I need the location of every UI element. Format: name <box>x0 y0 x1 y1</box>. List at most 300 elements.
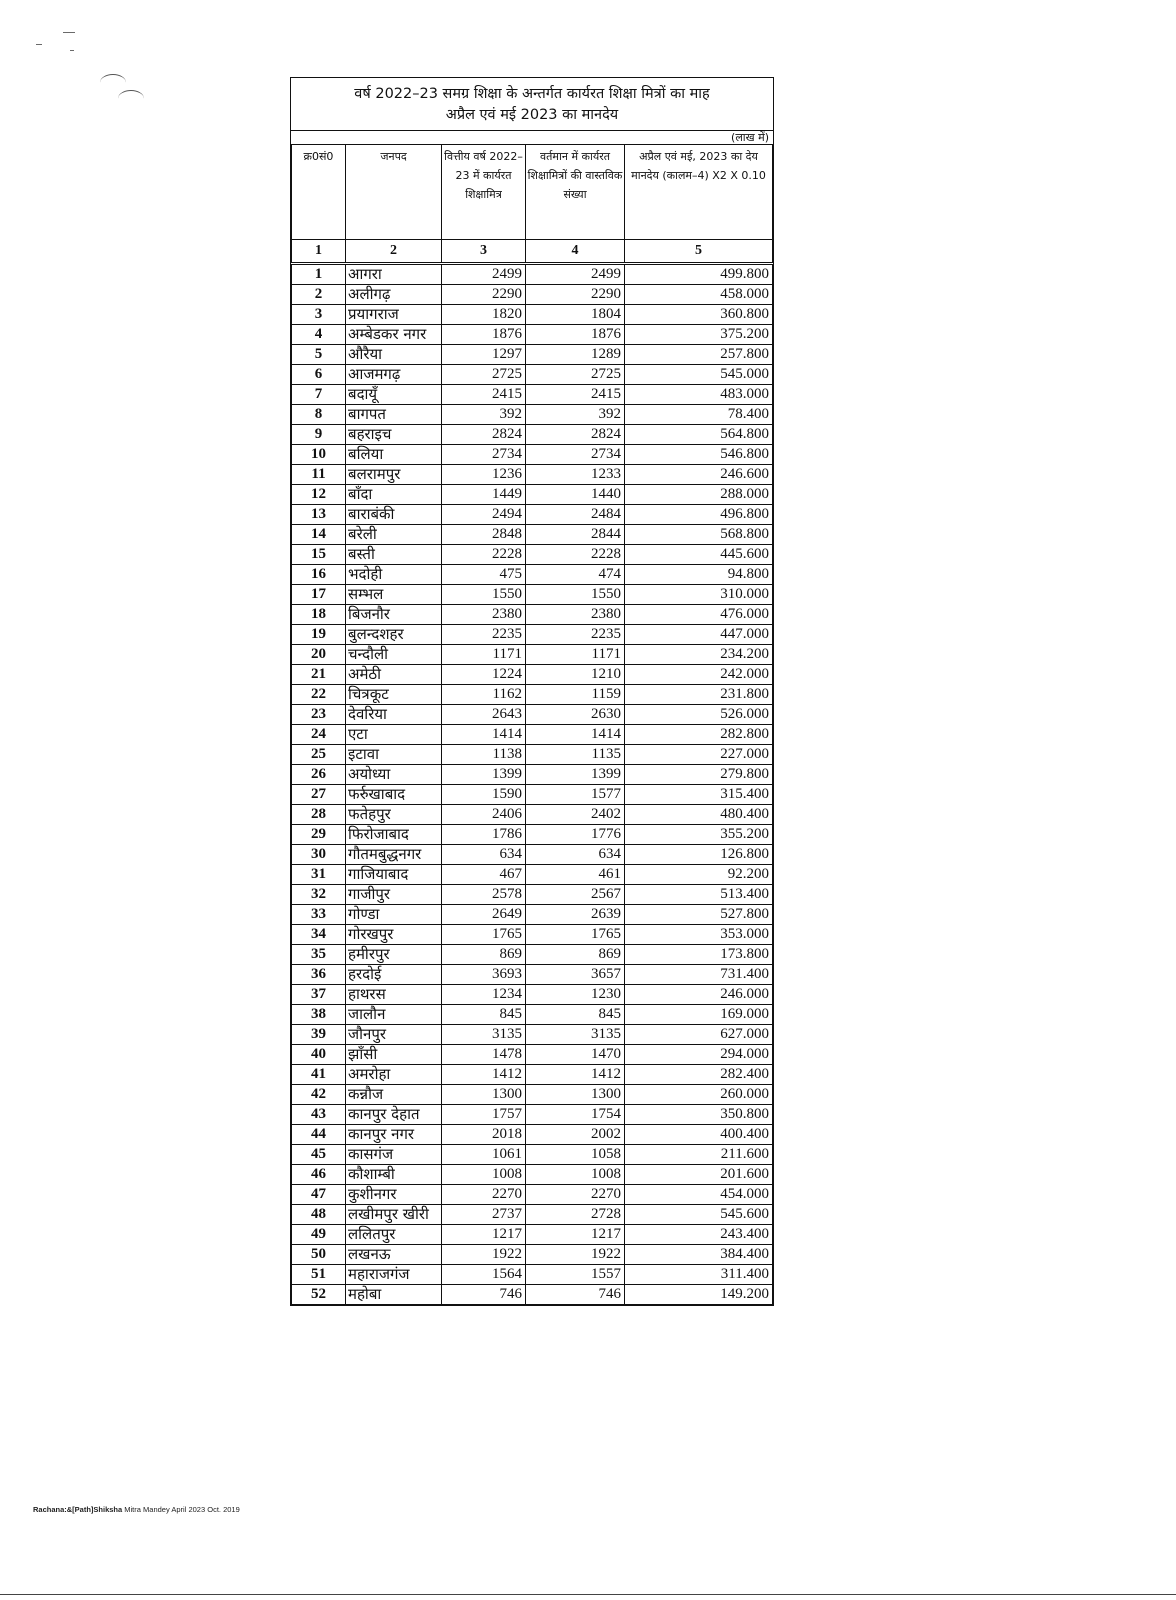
table-row <box>292 425 773 445</box>
district-cell: हरदोई <box>346 965 442 985</box>
fy-count-cell: 2578 <box>442 885 526 905</box>
honorarium-cell: 231.800 <box>625 685 773 705</box>
col-number: 3 <box>442 240 526 264</box>
fy-count-cell: 1234 <box>442 985 526 1005</box>
district-cell: गाजीपुर <box>346 885 442 905</box>
honorarium-cell: 94.800 <box>625 565 773 585</box>
table-row <box>292 925 773 945</box>
current-count-cell: 1876 <box>526 325 625 345</box>
fy-count-cell: 1217 <box>442 1225 526 1245</box>
fy-count-cell: 1412 <box>442 1065 526 1085</box>
fy-count-cell: 475 <box>442 565 526 585</box>
serial-cell: 4 <box>292 325 346 345</box>
district-cell: देवरिया <box>346 705 442 725</box>
serial-cell: 41 <box>292 1065 346 1085</box>
serial-cell: 40 <box>292 1045 346 1065</box>
serial-cell: 30 <box>292 845 346 865</box>
district-cell: बरेली <box>346 525 442 545</box>
honorarium-cell: 499.800 <box>625 264 773 285</box>
current-count-cell: 2270 <box>526 1185 625 1205</box>
honorarium-cell: 246.600 <box>625 465 773 485</box>
current-count-cell: 1754 <box>526 1105 625 1125</box>
scan-arc <box>118 90 144 107</box>
serial-cell: 3 <box>292 305 346 325</box>
district-cell: हमीरपुर <box>346 945 442 965</box>
title-line-1: वर्ष 2022–23 समग्र शिक्षा के अन्तर्गत कार्यरत शिक्षा मित्रों का माह <box>354 86 710 102</box>
current-count-cell: 2499 <box>526 264 625 285</box>
table-row <box>292 905 773 925</box>
district-cell: बाँदा <box>346 485 442 505</box>
fy-count-cell: 746 <box>442 1285 526 1305</box>
district-cell: फतेहपुर <box>346 805 442 825</box>
serial-cell: 32 <box>292 885 346 905</box>
table-row <box>292 285 773 305</box>
serial-cell: 51 <box>292 1265 346 1285</box>
fy-count-cell: 3693 <box>442 965 526 985</box>
honorarium-cell: 483.000 <box>625 385 773 405</box>
fy-count-cell: 1236 <box>442 465 526 485</box>
title-line-2: अप्रैल एवं मई 2023 का मानदेय <box>445 107 619 123</box>
table-row <box>292 805 773 825</box>
current-count-cell: 1210 <box>526 665 625 685</box>
serial-cell: 47 <box>292 1185 346 1205</box>
serial-cell: 20 <box>292 645 346 665</box>
fy-count-cell: 2018 <box>442 1125 526 1145</box>
current-count-cell: 1399 <box>526 765 625 785</box>
honorarium-cell: 257.800 <box>625 345 773 365</box>
table-row <box>292 685 773 705</box>
honorarium-cell: 126.800 <box>625 845 773 865</box>
table-row <box>292 385 773 405</box>
fy-count-cell: 1138 <box>442 745 526 765</box>
header-current-count: वर्तमान में कार्यरत शिक्षामित्रों की वास्तविक संख्या <box>526 145 625 240</box>
fy-count-cell: 2499 <box>442 264 526 285</box>
fy-count-cell: 1876 <box>442 325 526 345</box>
serial-cell: 24 <box>292 725 346 745</box>
current-count-cell: 869 <box>526 945 625 965</box>
district-cell: लखनऊ <box>346 1245 442 1265</box>
table-row <box>292 485 773 505</box>
honorarium-cell: 353.000 <box>625 925 773 945</box>
serial-cell: 11 <box>292 465 346 485</box>
honorarium-cell: 211.600 <box>625 1145 773 1165</box>
fy-count-cell: 2848 <box>442 525 526 545</box>
fy-count-cell: 1171 <box>442 645 526 665</box>
district-cell: बागपत <box>346 405 442 425</box>
honorarium-cell: 564.800 <box>625 425 773 445</box>
honorarium-cell: 242.000 <box>625 665 773 685</box>
honorarium-cell: 545.000 <box>625 365 773 385</box>
table-row <box>292 1245 773 1265</box>
fy-count-cell: 2235 <box>442 625 526 645</box>
table-row <box>292 985 773 1005</box>
table-row <box>292 725 773 745</box>
serial-cell: 1 <box>292 264 346 285</box>
scan-mark <box>36 44 42 45</box>
fy-count-cell: 2290 <box>442 285 526 305</box>
district-cell: गौतमबुद्धनगर <box>346 845 442 865</box>
table-row <box>292 565 773 585</box>
honorarium-cell: 568.800 <box>625 525 773 545</box>
current-count-cell: 1058 <box>526 1145 625 1165</box>
current-count-cell: 2002 <box>526 1125 625 1145</box>
table-row <box>292 605 773 625</box>
district-cell: औरैया <box>346 345 442 365</box>
serial-cell: 23 <box>292 705 346 725</box>
current-count-cell: 2630 <box>526 705 625 725</box>
honorarium-cell: 315.400 <box>625 785 773 805</box>
table-row <box>292 1205 773 1225</box>
district-cell: प्रयागराज <box>346 305 442 325</box>
honorarium-cell: 731.400 <box>625 965 773 985</box>
serial-cell: 45 <box>292 1145 346 1165</box>
current-count-cell: 2484 <box>526 505 625 525</box>
table-row <box>292 1285 773 1305</box>
current-count-cell: 1233 <box>526 465 625 485</box>
honorarium-cell: 496.800 <box>625 505 773 525</box>
district-cell: एटा <box>346 725 442 745</box>
fy-count-cell: 1449 <box>442 485 526 505</box>
current-count-cell: 845 <box>526 1005 625 1025</box>
fy-count-cell: 2649 <box>442 905 526 925</box>
table-row <box>292 345 773 365</box>
fy-count-cell: 2824 <box>442 425 526 445</box>
fy-count-cell: 869 <box>442 945 526 965</box>
fy-count-cell: 634 <box>442 845 526 865</box>
serial-cell: 36 <box>292 965 346 985</box>
current-count-cell: 1159 <box>526 685 625 705</box>
serial-cell: 16 <box>292 565 346 585</box>
fy-count-cell: 1922 <box>442 1245 526 1265</box>
footer-path-bold: Rachana:&[Path]Shiksha <box>33 1505 123 1514</box>
table-row <box>292 465 773 485</box>
current-count-cell: 1171 <box>526 645 625 665</box>
current-count-cell: 1776 <box>526 825 625 845</box>
honorarium-cell: 360.800 <box>625 305 773 325</box>
header-fy-count: वित्तीय वर्ष 2022–23 में कार्यरत शिक्षामित्र <box>442 145 526 240</box>
serial-cell: 35 <box>292 945 346 965</box>
table-row <box>292 1045 773 1065</box>
table-row <box>292 1265 773 1285</box>
fy-count-cell: 1008 <box>442 1165 526 1185</box>
honorarium-cell: 513.400 <box>625 885 773 905</box>
scan-arc <box>100 74 126 91</box>
district-cell: बस्ती <box>346 545 442 565</box>
table-row <box>292 405 773 425</box>
honorarium-cell: 234.200 <box>625 645 773 665</box>
district-cell: अमेठी <box>346 665 442 685</box>
honorarium-cell: 149.200 <box>625 1285 773 1305</box>
fy-count-cell: 845 <box>442 1005 526 1025</box>
fy-count-cell: 3135 <box>442 1025 526 1045</box>
table-row <box>292 825 773 845</box>
honorarium-cell: 169.000 <box>625 1005 773 1025</box>
honorarium-cell: 246.000 <box>625 985 773 1005</box>
scan-bottom-line <box>0 1594 1176 1595</box>
current-count-cell: 1557 <box>526 1265 625 1285</box>
current-count-cell: 1922 <box>526 1245 625 1265</box>
honorarium-cell: 375.200 <box>625 325 773 345</box>
current-count-cell: 2844 <box>526 525 625 545</box>
serial-cell: 37 <box>292 985 346 1005</box>
table-row <box>292 1105 773 1125</box>
district-cell: कौशाम्बी <box>346 1165 442 1185</box>
current-count-cell: 2725 <box>526 365 625 385</box>
district-cell: फर्रुखाबाद <box>346 785 442 805</box>
table-row <box>292 705 773 725</box>
fy-count-cell: 1224 <box>442 665 526 685</box>
serial-cell: 13 <box>292 505 346 525</box>
honorarium-cell: 480.400 <box>625 805 773 825</box>
honorarium-cell: 458.000 <box>625 285 773 305</box>
district-cell: बलरामपुर <box>346 465 442 485</box>
fy-count-cell: 1478 <box>442 1045 526 1065</box>
serial-cell: 14 <box>292 525 346 545</box>
current-count-cell: 746 <box>526 1285 625 1305</box>
serial-cell: 39 <box>292 1025 346 1045</box>
honorarium-cell: 282.400 <box>625 1065 773 1085</box>
current-count-cell: 1550 <box>526 585 625 605</box>
table-body <box>292 264 773 1305</box>
district-cell: अलीगढ़ <box>346 285 442 305</box>
current-count-cell: 2567 <box>526 885 625 905</box>
current-count-cell: 1008 <box>526 1165 625 1185</box>
serial-cell: 38 <box>292 1005 346 1025</box>
district-cell: कन्नौज <box>346 1085 442 1105</box>
honorarium-cell: 526.000 <box>625 705 773 725</box>
fy-count-cell: 392 <box>442 405 526 425</box>
serial-cell: 17 <box>292 585 346 605</box>
serial-cell: 33 <box>292 905 346 925</box>
honorarium-cell: 545.600 <box>625 1205 773 1225</box>
serial-cell: 15 <box>292 545 346 565</box>
serial-cell: 50 <box>292 1245 346 1265</box>
fy-count-cell: 1820 <box>442 305 526 325</box>
serial-cell: 9 <box>292 425 346 445</box>
current-count-cell: 2734 <box>526 445 625 465</box>
district-cell: ललितपुर <box>346 1225 442 1245</box>
fy-count-cell: 2270 <box>442 1185 526 1205</box>
footer-path <box>33 1505 240 1514</box>
table-row <box>292 1005 773 1025</box>
table-row <box>292 945 773 965</box>
district-cell: अम्बेडकर नगर <box>346 325 442 345</box>
district-cell: गाजियाबाद <box>346 865 442 885</box>
scan-mark <box>63 32 75 33</box>
honorarium-cell: 173.800 <box>625 945 773 965</box>
honorarium-cell: 476.000 <box>625 605 773 625</box>
district-cell: चन्दौली <box>346 645 442 665</box>
district-cell: बुलन्दशहर <box>346 625 442 645</box>
header-honorarium: अप्रैल एवं मई, 2023 का देय मानदेय (कालम–4) X2 X 0.10 <box>625 145 773 240</box>
honorarium-cell: 227.000 <box>625 745 773 765</box>
fy-count-cell: 467 <box>442 865 526 885</box>
current-count-cell: 2235 <box>526 625 625 645</box>
fy-count-cell: 2737 <box>442 1205 526 1225</box>
district-cell: फिरोजाबाद <box>346 825 442 845</box>
table-row <box>292 865 773 885</box>
honorarium-cell: 350.800 <box>625 1105 773 1125</box>
district-cell: महोबा <box>346 1285 442 1305</box>
district-cell: कानपुर नगर <box>346 1125 442 1145</box>
serial-cell: 28 <box>292 805 346 825</box>
district-cell: झाँसी <box>346 1045 442 1065</box>
fy-count-cell: 1786 <box>442 825 526 845</box>
honorarium-cell: 279.800 <box>625 765 773 785</box>
honorarium-cell: 310.000 <box>625 585 773 605</box>
fy-count-cell: 2734 <box>442 445 526 465</box>
district-cell: बाराबंकी <box>346 505 442 525</box>
table-row <box>292 445 773 465</box>
current-count-cell: 1230 <box>526 985 625 1005</box>
serial-cell: 43 <box>292 1105 346 1125</box>
fy-count-cell: 1414 <box>442 725 526 745</box>
serial-cell: 48 <box>292 1205 346 1225</box>
district-cell: आगरा <box>346 264 442 285</box>
table-row <box>292 325 773 345</box>
fy-count-cell: 2725 <box>442 365 526 385</box>
serial-cell: 49 <box>292 1225 346 1245</box>
serial-cell: 29 <box>292 825 346 845</box>
honorarium-cell: 627.000 <box>625 1025 773 1045</box>
footer-path-rest: Mitra Mandey April 2023 Oct. 2019 <box>122 1505 240 1514</box>
table-row <box>292 1185 773 1205</box>
serial-cell: 27 <box>292 785 346 805</box>
fy-count-cell: 2643 <box>442 705 526 725</box>
district-cell: बिजनौर <box>346 605 442 625</box>
serial-cell: 18 <box>292 605 346 625</box>
fy-count-cell: 2380 <box>442 605 526 625</box>
unit-note: (लाख में) <box>731 131 769 144</box>
current-count-cell: 2380 <box>526 605 625 625</box>
district-cell: अयोध्या <box>346 765 442 785</box>
table-row <box>292 365 773 385</box>
table-row <box>292 1145 773 1165</box>
serial-cell: 52 <box>292 1285 346 1305</box>
current-count-cell: 634 <box>526 845 625 865</box>
table-row <box>292 1165 773 1185</box>
serial-cell: 8 <box>292 405 346 425</box>
fy-count-cell: 2415 <box>442 385 526 405</box>
current-count-cell: 1414 <box>526 725 625 745</box>
honorarium-cell: 294.000 <box>625 1045 773 1065</box>
district-cell: बदायूँ <box>346 385 442 405</box>
honorarium-cell: 355.200 <box>625 825 773 845</box>
table-row <box>292 505 773 525</box>
serial-cell: 31 <box>292 865 346 885</box>
district-cell: चित्रकूट <box>346 685 442 705</box>
fy-count-cell: 1590 <box>442 785 526 805</box>
table-row <box>292 264 773 285</box>
serial-cell: 25 <box>292 745 346 765</box>
district-cell: कासगंज <box>346 1145 442 1165</box>
serial-cell: 26 <box>292 765 346 785</box>
header-district: जनपद <box>346 145 442 240</box>
serial-cell: 6 <box>292 365 346 385</box>
col-number: 1 <box>292 240 346 264</box>
current-count-cell: 1300 <box>526 1085 625 1105</box>
table-row <box>292 785 773 805</box>
honorarium-cell: 78.400 <box>625 405 773 425</box>
header-serial: क्र0सं0 <box>292 145 346 240</box>
document-title <box>291 78 773 131</box>
honorarium-cell: 447.000 <box>625 625 773 645</box>
district-cell: जालौन <box>346 1005 442 1025</box>
honorarium-cell: 384.400 <box>625 1245 773 1265</box>
current-count-cell: 3135 <box>526 1025 625 1045</box>
table-row <box>292 765 773 785</box>
current-count-cell: 1470 <box>526 1045 625 1065</box>
current-count-cell: 392 <box>526 405 625 425</box>
table-header-row <box>292 145 773 240</box>
fy-count-cell: 1297 <box>442 345 526 365</box>
district-cell: लखीमपुर खीरी <box>346 1205 442 1225</box>
current-count-cell: 2728 <box>526 1205 625 1225</box>
table-row <box>292 305 773 325</box>
fy-count-cell: 1061 <box>442 1145 526 1165</box>
fy-count-cell: 2406 <box>442 805 526 825</box>
table-row <box>292 1225 773 1245</box>
honorarium-table <box>291 144 773 1305</box>
column-number-row <box>292 240 773 264</box>
honorarium-cell: 260.000 <box>625 1085 773 1105</box>
district-cell: इटावा <box>346 745 442 765</box>
serial-cell: 46 <box>292 1165 346 1185</box>
district-cell: गोरखपुर <box>346 925 442 945</box>
district-cell: गोण्डा <box>346 905 442 925</box>
fy-count-cell: 2494 <box>442 505 526 525</box>
fy-count-cell: 1765 <box>442 925 526 945</box>
table-row <box>292 625 773 645</box>
current-count-cell: 474 <box>526 565 625 585</box>
current-count-cell: 461 <box>526 865 625 885</box>
fy-count-cell: 1300 <box>442 1085 526 1105</box>
honorarium-cell: 201.600 <box>625 1165 773 1185</box>
serial-cell: 19 <box>292 625 346 645</box>
current-count-cell: 2415 <box>526 385 625 405</box>
table-row <box>292 1085 773 1105</box>
district-cell: कानपुर देहात <box>346 1105 442 1125</box>
district-cell: आजमगढ़ <box>346 365 442 385</box>
table-row <box>292 585 773 605</box>
district-cell: कुशीनगर <box>346 1185 442 1205</box>
honorarium-cell: 243.400 <box>625 1225 773 1245</box>
table-row <box>292 845 773 865</box>
serial-cell: 22 <box>292 685 346 705</box>
table-row <box>292 1025 773 1045</box>
fy-count-cell: 2228 <box>442 545 526 565</box>
honorarium-cell: 400.400 <box>625 1125 773 1145</box>
current-count-cell: 1135 <box>526 745 625 765</box>
col-number: 4 <box>526 240 625 264</box>
table-row <box>292 965 773 985</box>
current-count-cell: 1412 <box>526 1065 625 1085</box>
honorarium-cell: 282.800 <box>625 725 773 745</box>
table-row <box>292 885 773 905</box>
district-cell: सम्भल <box>346 585 442 605</box>
honorarium-cell: 527.800 <box>625 905 773 925</box>
table-row <box>292 645 773 665</box>
serial-cell: 21 <box>292 665 346 685</box>
current-count-cell: 1289 <box>526 345 625 365</box>
serial-cell: 42 <box>292 1085 346 1105</box>
table-row <box>292 525 773 545</box>
honorarium-cell: 546.800 <box>625 445 773 465</box>
honorarium-cell: 311.400 <box>625 1265 773 1285</box>
fy-count-cell: 1162 <box>442 685 526 705</box>
col-number: 2 <box>346 240 442 264</box>
table-row <box>292 665 773 685</box>
